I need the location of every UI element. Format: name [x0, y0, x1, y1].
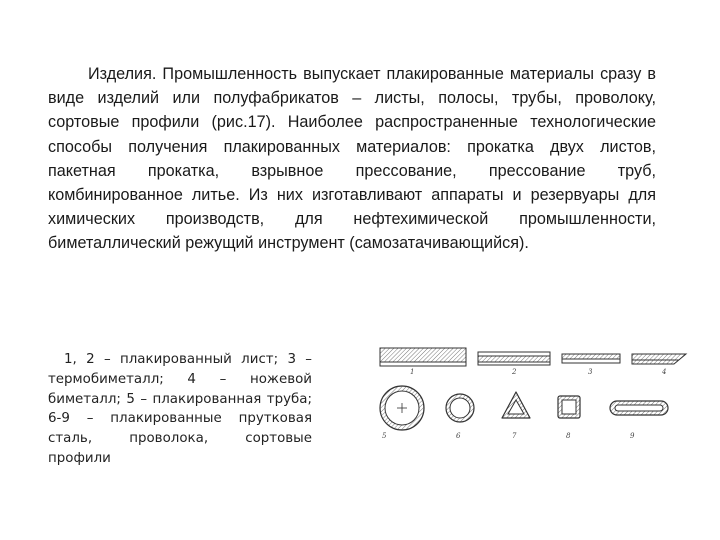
figure-label-6: 6 — [456, 432, 461, 440]
figure-label-1: 1 — [410, 368, 415, 376]
caption-text: 1, 2 – плакированный лист; 3 – термобиметалл; 4 – ножевой биметалл; 5 – плакированная труба; 6-9 – плакированные прутковая сталь, проволока, сортовые профили — [48, 352, 312, 466]
figure-caption — [48, 350, 312, 469]
clad-materials-figure — [372, 340, 692, 470]
thermobimetal-3 — [562, 354, 620, 363]
knife-bimetal-4 — [632, 354, 686, 364]
figure-label-3: 3 — [588, 368, 593, 376]
triangle-profile-7 — [502, 392, 530, 418]
paragraph-body: . Промышленность выпускает плакированные материалы сразу в виде изделий или полуфабрикатов – листы, полосы, трубы, проволоку, сортовые профили (рис.17). Наиболее распространенные технологические способы получения плакированных материалов: прокатка двух листов, пакетная прокатка, взрывное прессование, прессование труб, комбинированное литье. Из них изготавливают аппараты и резервуары для химических производств, для нефтехимической промышленности, биметаллический режущий инструмент (самозатачивающийся). — [48, 65, 656, 253]
figure-label-9: 9 — [630, 432, 635, 440]
figure-label-7: 7 — [512, 432, 517, 440]
figure-label-2: 2 — [512, 368, 517, 376]
figure-label-8: 8 — [566, 432, 571, 440]
clad-tube-5 — [380, 386, 424, 430]
clad-sheet-2 — [478, 352, 550, 365]
main-paragraph — [48, 62, 656, 256]
clad-sheet-1 — [380, 348, 466, 366]
figure-drawing — [372, 340, 692, 470]
oval-profile-9 — [610, 401, 668, 415]
figure-label-4: 4 — [662, 368, 667, 376]
paragraph-heading: Изделия — [88, 65, 152, 83]
clad-bar-6 — [446, 394, 474, 422]
figure-label-5: 5 — [382, 432, 387, 440]
square-profile-8 — [558, 396, 580, 418]
